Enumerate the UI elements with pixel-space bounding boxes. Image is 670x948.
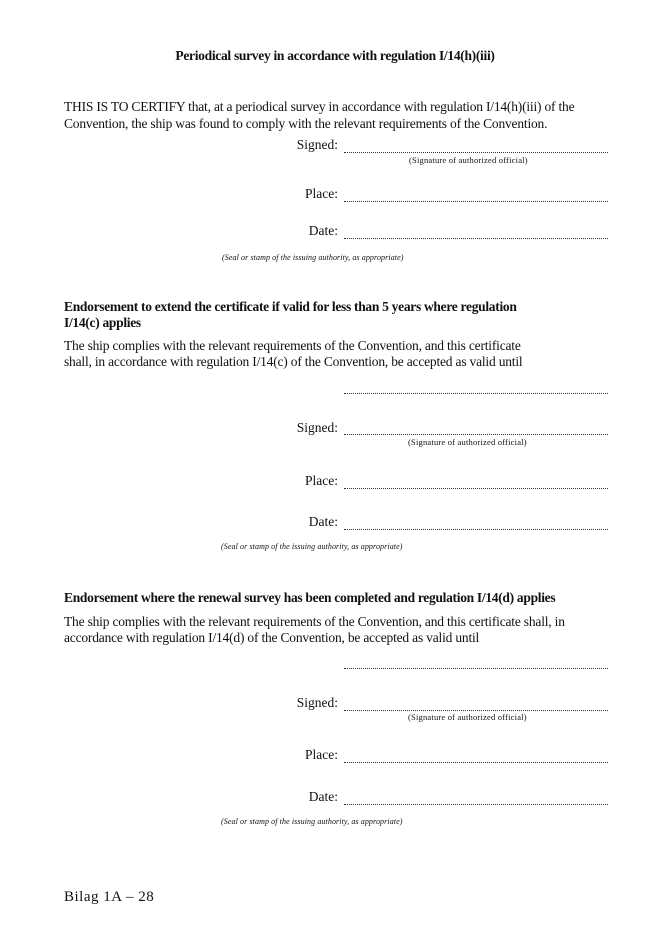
section3-title: Endorsement where the renewal survey has been completed and regulation I/14(d) applies [64, 590, 556, 605]
section1-date-field[interactable] [344, 238, 608, 239]
section2-title-line2: I/14(c) applies [64, 315, 141, 330]
section1-body-line2: Convention, the ship was found to comply with the relevant requirements of the Convention. [64, 116, 548, 131]
section3-date-label: Date: [308, 789, 338, 804]
section1-signature-caption: (Signature of authorized official) [409, 155, 528, 165]
section2-place-label: Place: [305, 473, 338, 488]
section1-place-label: Place: [305, 186, 338, 201]
section3-body-line1: The ship complies with the relevant requirements of the Convention, and this certificate shall, in [64, 614, 565, 629]
section3-signed-field[interactable] [344, 710, 608, 711]
section2-date-field[interactable] [344, 529, 608, 530]
section2-body-line2: shall, in accordance with regulation I/14(c) of the Convention, be accepted as valid until [64, 354, 523, 369]
section3-signature-caption: (Signature of authorized official) [408, 712, 527, 722]
section3-body-line2: accordance with regulation I/14(d) of the Convention, be accepted as valid until [64, 630, 480, 645]
section3-place-label: Place: [305, 747, 338, 762]
section1-seal-caption: (Seal or stamp of the issuing authority, as appropriate) [222, 253, 404, 262]
section1-signed-field[interactable] [344, 152, 608, 153]
section2-signed-label: Signed: [296, 420, 338, 435]
page-footer-label: Bilag 1A – 28 [64, 889, 155, 905]
section1-place-field[interactable] [344, 201, 608, 202]
section2-body-line1: The ship complies with the relevant requirements of the Convention, and this certificate [64, 338, 521, 353]
section2-seal-caption: (Seal or stamp of the issuing authority, as appropriate) [221, 542, 403, 551]
section3-seal-caption: (Seal or stamp of the issuing authority, as appropriate) [221, 817, 403, 826]
section3-place-field[interactable] [344, 762, 608, 763]
section1-body-line1: THIS IS TO CERTIFY that, at a periodical survey in accordance with regulation I/14(h)(iii) of the [64, 99, 575, 114]
section1-date-label: Date: [308, 223, 338, 238]
section2-place-field[interactable] [344, 488, 608, 489]
section2-valid-until-field[interactable] [344, 393, 608, 394]
section1-signed-label: Signed: [296, 137, 338, 152]
section3-date-field[interactable] [344, 804, 608, 805]
section2-signature-caption: (Signature of authorized official) [408, 437, 527, 447]
section1-title: Periodical survey in accordance with regulation I/14(h)(iii) [175, 48, 495, 63]
section2-signed-field[interactable] [344, 434, 608, 435]
section3-valid-until-field[interactable] [344, 668, 608, 669]
section2-title-line1: Endorsement to extend the certificate if valid for less than 5 years where regulation [64, 299, 517, 314]
section2-date-label: Date: [308, 514, 338, 529]
section3-signed-label: Signed: [296, 695, 338, 710]
